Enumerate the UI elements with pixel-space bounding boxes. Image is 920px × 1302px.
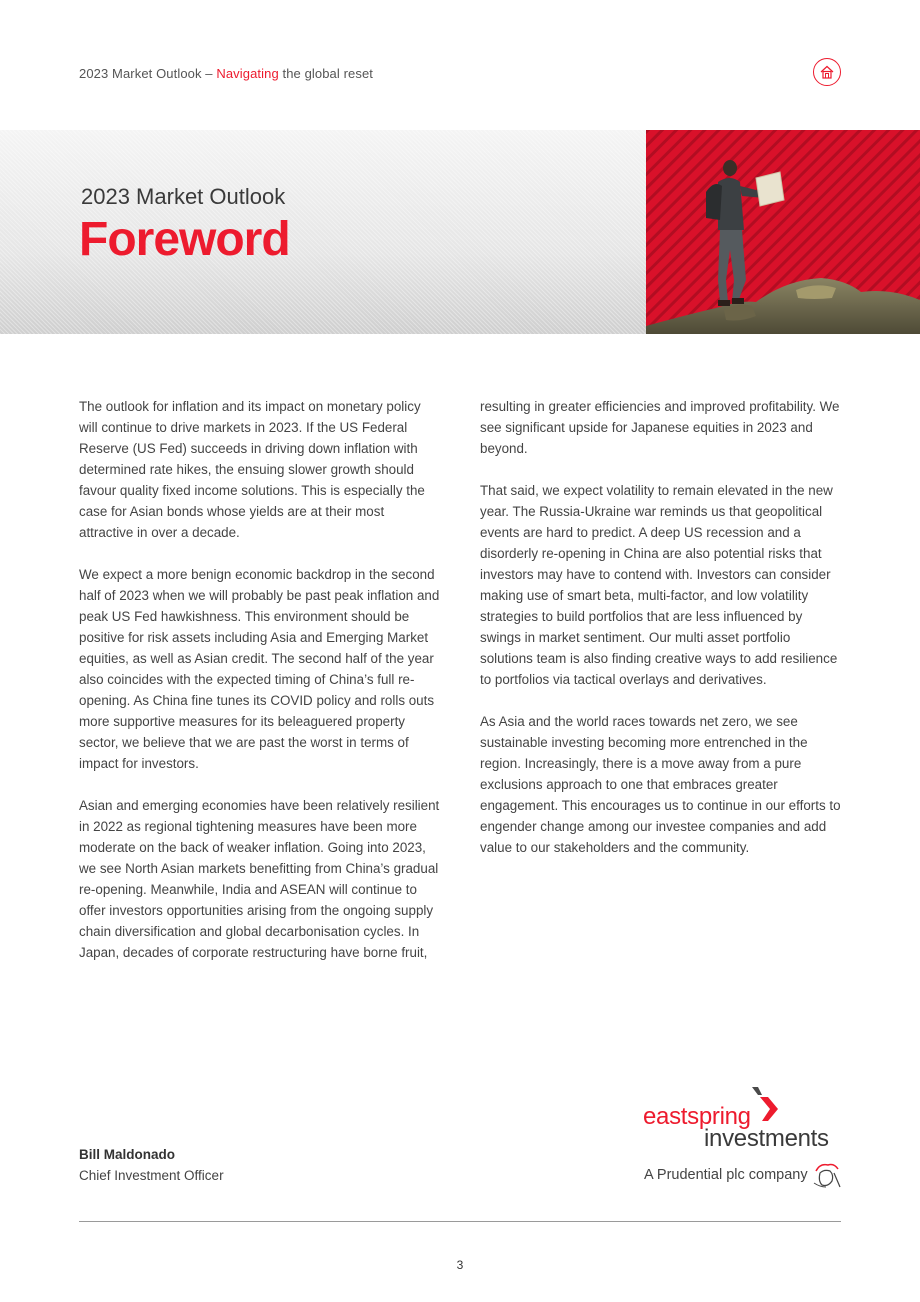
page-number: 3 (456, 1258, 464, 1272)
body-column-left (79, 396, 441, 984)
signatory-title: Chief Investment Officer (79, 1168, 224, 1183)
home-button[interactable] (813, 58, 841, 86)
logo-word-investments: investments (704, 1125, 829, 1152)
hero-subtitle: 2023 Market Outlook (81, 184, 286, 209)
logo-tagline: A Prudential plc company (644, 1167, 808, 1183)
hero-banner (0, 130, 920, 334)
paragraph: resulting in greater efficiencies and improved profitability. We see significant upside for Japanese equities in 2023 and beyond. (480, 399, 840, 456)
footer-divider (79, 1221, 841, 1222)
header-suffix: the global reset (278, 66, 373, 81)
signatory-name: Bill Maldonado (79, 1147, 175, 1162)
hero-title: Foreword (79, 213, 290, 266)
paragraph: Asian and emerging economies have been relatively resilient in 2022 as regional tightening measures have been more moderate on the back of weaker inflation. Going into 2023, we see North Asian markets benefitting from China’s gradual re-opening. Meanwhile, India and ASEAN will continue to offer investors opportunities arising from the ongoing supply chain diversification and global decarbonisation cycles. In Japan, decades of corporate restructuring have borne fruit, (79, 798, 440, 960)
header-prefix: 2023 Market Outlook – (79, 66, 217, 81)
header-accent: Navigating (216, 66, 279, 81)
home-icon (819, 64, 835, 80)
paragraph: The outlook for inflation and its impact on monetary policy will continue to drive markets in 2023. If the US Federal Reserve (US Fed) succeeds in driving down inflation with determined rate hikes, the ensuing slower growth should favour quality fixed income solutions. This is especially the case for Asian bonds whose yields are at their most attractive in over a decade. (79, 399, 425, 540)
prudential-lady-icon (810, 1161, 844, 1189)
paragraph: As Asia and the world races towards net zero, we see sustainable investing becoming more entrenched in the region. Increasingly, there is a move away from a pure exclusions approach to one that embraces greater engagement. This encourages us to continue in our efforts to engender change among our investee companies and add value to our stakeholders and the community. (480, 714, 841, 855)
paragraph: That said, we expect volatility to remain elevated in the new year. The Russia-Ukraine war reminds us that geopolitical events are hard to predict. A deep US recession and a disorderly re-opening in China are also potential risks that investors may have to contend with. Investors can consider making use of smart beta, multi-factor, and low volatility strategies to build portfolios that are less influenced by swings in market sentiment. Our multi asset portfolio solutions team is also finding creative ways to add resilience to portfolios via tactical overlays and derivatives. (480, 483, 838, 687)
eastspring-logo (640, 1085, 845, 1190)
running-header (79, 66, 373, 81)
logo-word-eastspring: eastspring (643, 1103, 751, 1130)
chevron-mark-icon (748, 1085, 782, 1121)
paragraph: We expect a more benign economic backdrop in the second half of 2023 when we will probably be past peak inflation and peak US Fed hawkishness. This environment should be positive for risk assets including Asia and Emerging Market equities, as well as Asian credit. The second half of the year also coincides with the expected timing of China’s full re-opening. As China fine tunes its COVID policy and rolls outs more supportive measures for its beleaguered property sector, we believe that we are past the worst in terms of impact for investors. (79, 567, 440, 771)
body-column-right (480, 396, 842, 879)
hiker-photo (646, 130, 920, 334)
